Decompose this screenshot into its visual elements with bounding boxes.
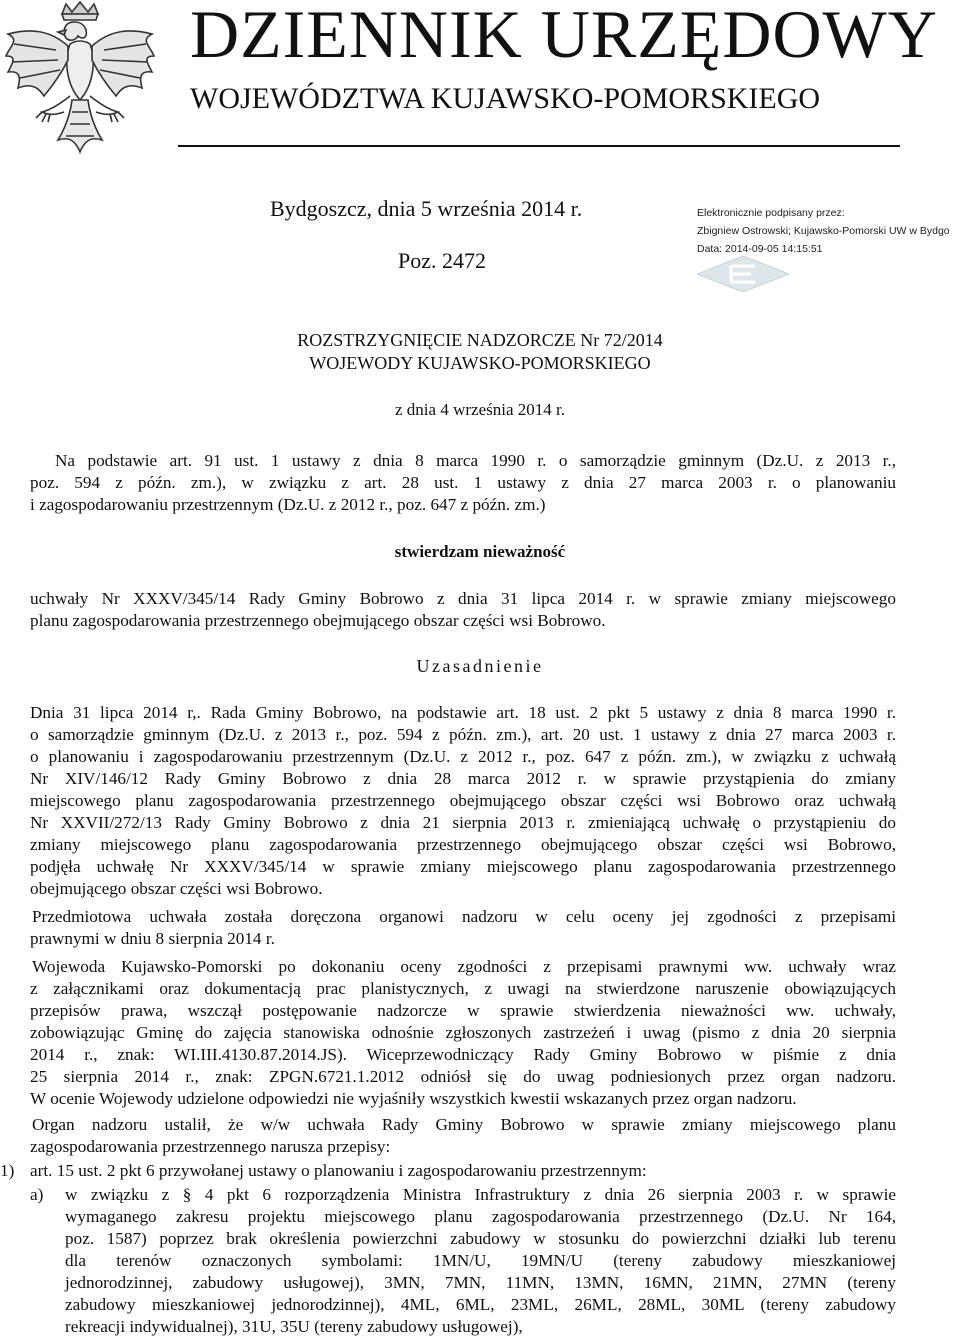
sub-item-letter: a): [30, 1185, 44, 1204]
position-number: Poz. 2472: [398, 248, 486, 273]
text-line: jednorodzinnej, zabudowy usługowej), 3MN, 7MN, 11MN, 13MN, 16MN, 21MN, 27MN (tereny: [65, 1273, 896, 1292]
justification-paragraph-2: [30, 906, 896, 950]
text-line: uchwały Nr XXXV/345/14 Rady Gminy Bobrowo z dnia 31 lipca 2014 r. w sprawie zmiany miejscowego: [30, 589, 896, 608]
text-line: Na podstawie art. 91 ust. 1 ustawy z dnia 8 marca 1990 r. o samorządzie gminnym (Dz.U. z 2013 r.,: [55, 451, 896, 470]
text-line: poz. 1587) poprzez brak określenia powierzchni zabudowy w stosunku do powierzchni działki lub terenu: [65, 1229, 896, 1248]
text-line: Organ nadzoru ustalił, że w/w uchwała Rady Gminy Bobrowo w sprawie zmiany miejscowego planu: [32, 1115, 896, 1134]
signature-seal-icon: [697, 254, 789, 292]
text-line: o samorządzie gminnym (Dz.U. z 2013 r., poz. 594 z późn. zm.), art. 20 ust. 1 ustawy z dnia 27 marca 2003 r.: [30, 725, 896, 744]
text-line: o planowaniu i zagospodarowaniu przestrzennym (Dz.U. z 2012 r., poz. 647 z późn. zm.), w związku z uchwałą: [30, 747, 896, 766]
text-line: obejmującego obszar części wsi Bobrowo.: [30, 879, 323, 898]
text-line: zagospodarowania przestrzennego narusza przepisy:: [30, 1137, 391, 1156]
electronic-signature-block: [697, 204, 960, 294]
text-line: miejscowego planu zagospodarowania przestrzennego obejmującego obszar części wsi Bobrowo oraz uchwałą: [30, 791, 896, 810]
text-line: Przedmiotowa uchwała została doręczona organowi nadzoru w celu oceny jej zgodności z przepisami: [32, 907, 896, 926]
signature-date: Data: 2014-09-05 14:15:51: [697, 243, 823, 255]
text-line: Nr XXVII/272/13 Rady Gminy Bobrowo z dnia 21 sierpnia 2013 r. zmieniającą uchwałę o przystąpieniu do: [30, 813, 896, 832]
list-item-number: 1): [0, 1161, 15, 1180]
text-line: 2014 r., znak: WI.III.4130.87.2014.JS). Wiceprzewodniczący Rady Gminy Bobrowo w piśmie z dnia: [30, 1045, 896, 1064]
issue-date: Bydgoszcz, dnia 5 września 2014 r.: [270, 196, 583, 221]
journal-title: DZIENNIK URZĘDOWY: [190, 0, 938, 72]
text-line: podjęła uchwałę Nr XXXV/345/14 w sprawie zmiany miejscowego planu zagospodarowania przestrzennego: [30, 857, 896, 876]
text-line: W ocenie Wojewody udzielone odpowiedzi nie wyjaśniły wszystkich kwestii wskazanych przez organ nadzoru.: [30, 1089, 797, 1108]
resolution-reference: [30, 588, 896, 632]
justification-paragraph-1: [30, 702, 896, 900]
legal-basis: [30, 450, 896, 516]
justification-paragraph-4: [30, 1114, 896, 1158]
journal-subtitle: WOJEWÓDZTWA KUJAWSKO-POMORSKIEGO: [190, 82, 821, 115]
text-line: i zagospodarowaniu przestrzennym (Dz.U. z 2012 r., poz. 647 z późn. zm.): [30, 495, 546, 514]
justification-heading: Uzasadnienie: [416, 656, 544, 676]
signature-signer: Zbigniew Ostrowski; Kujawsko-Pomorski UW w Bydgo: [697, 225, 950, 237]
polish-eagle-emblem: [0, 0, 160, 160]
justification-paragraph-3: [30, 956, 896, 1110]
text-line: w związku z § 4 pkt 6 rozporządzenia Ministra Infrastruktury z dnia 26 sierpnia 2003 r. w sprawie: [65, 1185, 896, 1204]
document-date: z dnia 4 września 2014 r.: [395, 400, 565, 419]
text-line: Wojewoda Kujawsko-Pomorski po dokonaniu oceny zgodności z przepisami prawnymi ww. uchwały wraz: [32, 957, 896, 976]
text-line: poz. 594 z późn. zm.), w związku z art. 28 ust. 1 ustawy z dnia 27 marca 2003 r. o planowaniu: [30, 473, 896, 492]
decision-statement: stwierdzam nieważność: [394, 542, 566, 561]
text-line: 25 sierpnia 2014 r., znak: ZPGN.6721.1.2012 odniósł się do uwag podniesionych przez organ nadzoru.: [30, 1067, 896, 1086]
text-line: rekreacji indywidualnej), 31U, 35U (tereny zabudowy usługowej),: [65, 1317, 523, 1336]
text-line: dla terenów oznaczonych symbolami: 1MN/U, 19MN/U (tereny zabudowy mieszkaniowej: [65, 1251, 896, 1270]
text-line: zobowiązując Gminę do zajęcia stanowiska odnośnie zgłoszonych zastrzeżeń i uwag (pismo z dnia 20 sierpnia: [30, 1023, 896, 1042]
signature-label: Elektronicznie podpisany przez:: [697, 207, 845, 219]
text-line: zabudowy mieszkaniowej jednorodzinnej), 4ML, 6ML, 23ML, 26ML, 28ML, 30ML (tereny zabudowy: [65, 1295, 896, 1314]
text-line: prawnymi w dniu 8 sierpnia 2014 r.: [30, 929, 275, 948]
text-line: z załącznikami oraz dokumentacją prac planistycznych, z uwagi na stwierdzone naruszenie obowiązujących: [30, 979, 896, 998]
text-line: planu zagospodarowania przestrzennego obejmującego obszar części wsi Bobrowo.: [30, 611, 606, 630]
document-title-line2: WOJEWODY KUJAWSKO-POMORSKIEGO: [309, 353, 651, 373]
text-line: Nr XIV/146/12 Rady Gminy Bobrowo z dnia 28 marca 2012 r. w sprawie przystąpienia do zmiany: [30, 769, 896, 788]
document-title-line1: ROZSTRZYGNIĘCIE NADZORCZE Nr 72/2014: [297, 330, 663, 350]
text-line: wymaganego zakresu projektu miejscowego planu zagospodarowania przestrzennego (Dz.U. Nr 164,: [65, 1207, 896, 1226]
list-item-1-text: art. 15 ust. 2 pkt 6 przywołanej ustawy o planowaniu i zagospodarowaniu przestrzennym:: [30, 1161, 647, 1180]
text-line: Dnia 31 lipca 2014 r,. Rada Gminy Bobrowo, na podstawie art. 18 ust. 2 pkt 5 ustawy z dnia 8 marca 1990 r.: [30, 703, 896, 722]
masthead-divider: [178, 145, 900, 147]
text-line: przepisów prawa, wszczął postępowanie nadzorcze w sprawie stwierdzenia nieważności ww. uchwały,: [30, 1001, 896, 1020]
text-line: zmiany miejscowego planu zagospodarowania przestrzennego obejmującego obszar części wsi Bobrowo,: [30, 835, 896, 854]
sub-item-a-text: [65, 1184, 896, 1338]
